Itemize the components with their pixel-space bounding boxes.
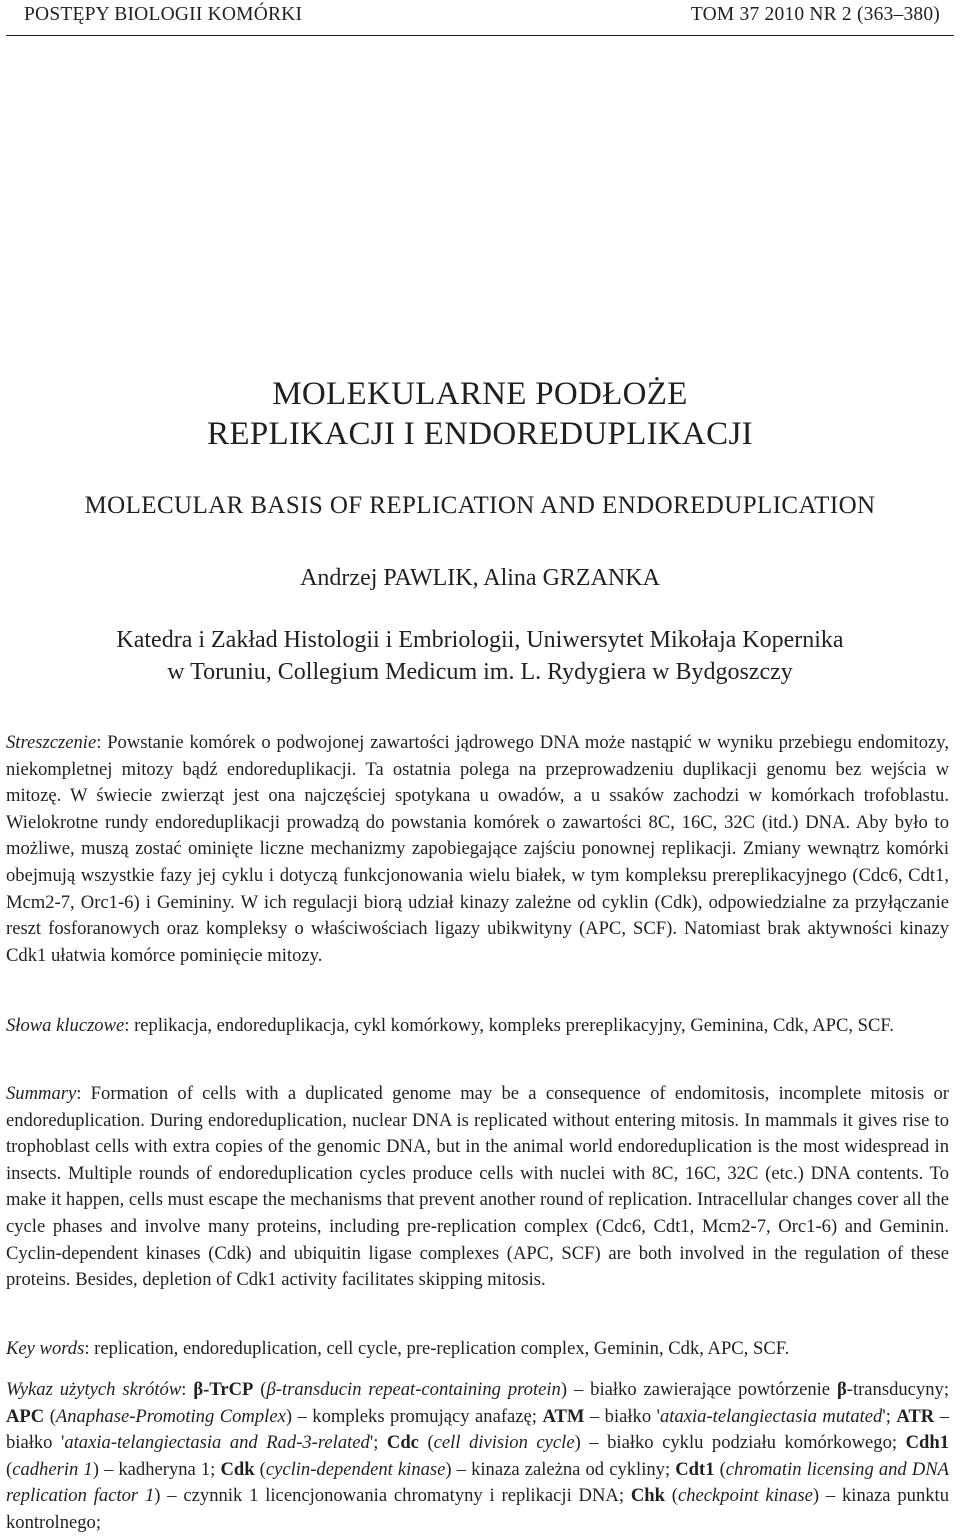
abbrev-text: -transducyny; — [846, 1379, 949, 1400]
abbrev-text: ( — [418, 1432, 434, 1454]
running-head — [24, 4, 940, 26]
abbrev-text: ) – kadheryna 1; — [92, 1458, 221, 1480]
abbrev-text: ) – białko zawierające powtórzenie — [560, 1379, 837, 1400]
abbrev-text: ) – kinaza zależna od cykliny; — [445, 1458, 676, 1480]
title-line-1: MOLEKULARNE PODŁOŻE — [272, 376, 688, 412]
abbrev-term: β — [836, 1379, 847, 1400]
abbrev-text: ) – kompleks promujący anafazę; — [285, 1405, 543, 1427]
keywords-pl-text: : replikacja, endoreduplikacja, cykl komórkowy, kompleks prereplikacyjny, Geminina, Cdk, APC, SCF. — [124, 1015, 894, 1036]
abbrev-text: ( — [714, 1458, 726, 1480]
abbrev-text: ) – białko cyklu podziału komórkowego; — [574, 1432, 906, 1454]
abbrev-expansion: β-transducin repeat-containing protein — [266, 1379, 561, 1400]
abbrev-text: ( — [254, 1458, 266, 1480]
keywords-en-label: Key words — [6, 1338, 85, 1359]
abbrev-term: Chk — [630, 1485, 665, 1507]
abstract-text: : Powstanie komórek o podwojonej zawartości jądrowego DNA może nastąpić w wyniku przebiegu endomitozy, niekompletnej mitozy bądź endoreduplikacji. Ta ostatnia polega na przeprowadzeniu duplikacji genomu bez wejścia w mitozę. W świecie zwierząt jest ona najczęściej spotykana u owadów, a u ssaków zachodzi w komórkach trofoblastu. Wielokrotne rundy endoreduplikacji prowadzą do powstania komórek o zawartości 8C, 16C, 32C (itd.) DNA. Aby było to możliwe, muszą zostać ominięte liczne mechanizmy zapobiegające zajściu ponownej replikacji. Zmiany wewnątrz komórki obejmują wszystkie fazy jej cyklu i dotyczą funkcjonowania wielu białek, w tym kompleksu prereplikacyjnego (Cdc6, Cdt1, Mcm2-7, Orc1-6) i Gemininy. W ich regulacji biorą udział kinazy zależne od cyklin (Cdk), odpowiedzialne za przyłączanie reszt fosforanowych oraz kompleksy o właściwościach ligazy ubikwityny (APC, SCF). Natomiast brak aktywności kinazy Cdk1 ułatwia komórce pominięcie mitozy. — [6, 732, 949, 966]
affiliation-line-1: Katedra i Zakład Histologii i Embriologii, Uniwersytet Mikołaja Kopernika — [116, 627, 844, 653]
abbrev-term: Cdh1 — [905, 1432, 949, 1454]
abbrev-expansion: ataxia-telangiectasia mutated — [659, 1405, 883, 1427]
abbrev-text: ) – czynnik 1 licencjonowania chromatyny i replikacji DNA; — [154, 1485, 631, 1507]
abbrev-term: ATR — [896, 1405, 935, 1427]
abbrev-term: Cdc — [386, 1432, 419, 1454]
keywords-english — [6, 1336, 949, 1363]
abbrev-text: '; — [882, 1405, 897, 1427]
abbrev-expansion: cadherin 1 — [12, 1458, 93, 1480]
abbrev-term: APC — [6, 1405, 45, 1427]
keywords-pl-label: Słowa kluczowe — [6, 1015, 125, 1036]
abbrev-term: ATM — [542, 1405, 585, 1427]
abbrev-expansion: checkpoint kinase — [678, 1485, 813, 1507]
english-title: MOLECULAR BASIS OF REPLICATION AND ENDOREDUPLICATION — [84, 492, 876, 519]
header-rule — [6, 35, 954, 36]
abbrev-text: ( — [253, 1379, 267, 1400]
summary-english — [6, 1081, 949, 1294]
abbrev-expansion: cell division cycle — [433, 1432, 575, 1454]
abbrev-expansion: ataxia-telangiectasia and Rad-3-related — [64, 1432, 370, 1454]
abbrev-text: '; — [369, 1432, 387, 1454]
abbrev-expansion: Anaphase-Promoting Complex — [55, 1405, 286, 1427]
abstract-polish — [6, 730, 949, 969]
abbrev-text: ( — [6, 1458, 13, 1480]
abbrev-expansion: cyclin-dependent kinase — [265, 1458, 446, 1480]
abbreviations-label: Wykaz użytych skrótów — [6, 1379, 182, 1400]
authors: Andrzej PAWLIK, Alina GRZANKA — [300, 565, 660, 591]
affiliation-line-2: w Toruniu, Collegium Medicum im. L. Rydygiera w Bydgoszczy — [167, 659, 793, 685]
abbrev-term: β-TrCP — [193, 1379, 254, 1400]
abstract-label: Streszczenie — [6, 732, 97, 753]
abbrev-text: ( — [664, 1485, 678, 1507]
keywords-polish — [6, 1013, 949, 1040]
keywords-en-text: : replication, endoreduplication, cell cycle, pre-replication complex, Geminin, Cdk, APC, SCF. — [84, 1338, 790, 1359]
abbrev-text: ( — [44, 1405, 56, 1427]
issue-info: TOM 37 2010 NR 2 (363–380) — [690, 4, 940, 25]
journal-name: POSTĘPY BIOLOGII KOMÓRKI — [24, 4, 303, 25]
title-line-2: REPLIKACJI I ENDOREDUPLIKACJI — [207, 416, 753, 452]
article-title — [0, 374, 960, 454]
abbrev-text: ) – kinaza punktu kontrolnego; — [6, 1485, 949, 1533]
abbrev-text: – białko ' — [6, 1405, 950, 1454]
abbrev-term: Cdk — [220, 1458, 255, 1480]
abbrev-expansion: chromatin licensing and DNA replication factor 1 — [6, 1458, 950, 1507]
summary-label: Summary — [6, 1083, 77, 1104]
abbrev-text: – białko ' — [584, 1405, 660, 1427]
abbrev-term: Cdt1 — [675, 1458, 715, 1480]
summary-text: : Formation of cells with a duplicated genome may be a consequence of endomitosis, incomplete mitosis or endoreduplication. During endoreduplication, nuclear DNA is replicated without entering mitosis. In mammals it gives rise to trophoblast cells with extra copies of the genomic DNA, but in the animal world endoreduplication is the most widespread in insects. Multiple rounds of endoreduplication cycles produce cells with nuclei with 8C, 16C, 32C (etc.) DNA contents. To make it happen, cells must escape the mechanisms that prevent another round of replication. Intracellular changes cover all the cycle phases and involve many proteins, including pre-replication complex (Cdc6, Cdt1, Mcm2-7, Orc1-6) and Geminin. Cyclin-dependent kinases (Cdk) and ubiquitin ligase complexes (APC, SCF) are both involved in the regulation of these proteins. Besides, depletion of Cdk1 activity facilitates skipping mitosis. — [6, 1083, 949, 1291]
abbrev-text: : — [181, 1379, 194, 1400]
abbreviations-list — [6, 1377, 949, 1537]
affiliation — [0, 624, 960, 688]
